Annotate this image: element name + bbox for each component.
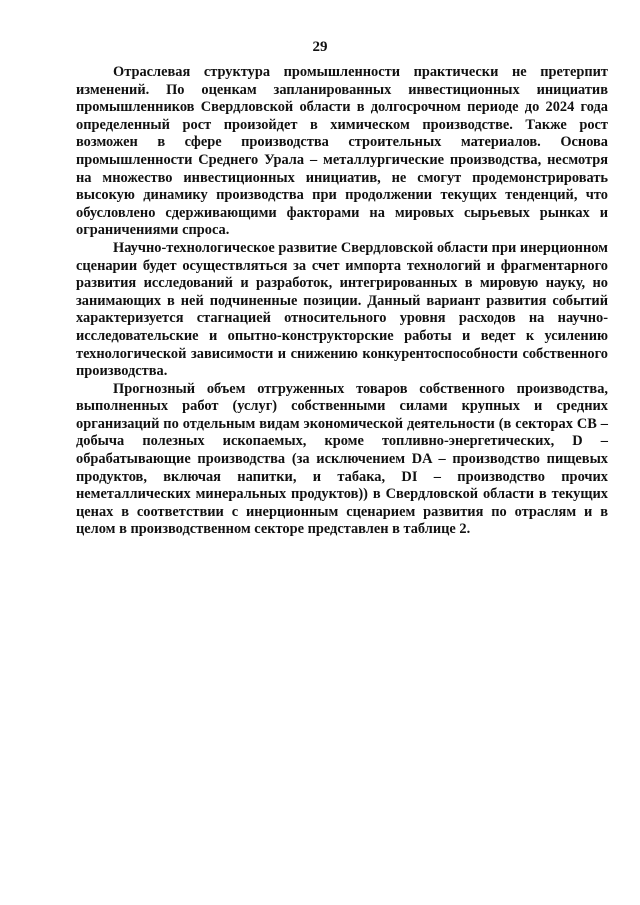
page-number: 29 — [312, 39, 328, 55]
paragraph-industry-structure: Отраслевая структура промышленности практически не претерпит изменений. По оценкам запланированных инвестиционных инициатив промышленников Свердловской области в долгосрочном периоде до 2024 года определенный рост произойдет в химическом производстве. Также рост возможен в сфере производства строительных материалов. Основа промышленности Среднего Урала – металлургические производства, несмотря на множество инвестиционных инициатив, не смогут продемонстрировать высокую динамику производства при продолжении текущих тенденций, что обусловлено сдерживающими факторами на мировых сырьевых рынках и ограничениями спроса. — [76, 64, 608, 239]
document-body — [76, 64, 608, 539]
paragraph-technology-development: Научно-технологическое развитие Свердловской области при инерционном сценарии будет осуществляться за счет импорта технологий и фрагментарного развития исследований и разработок, интегрированных в мировую науку, но занимающих в ней подчиненные позиции. Данный вариант развития событий характеризуется стагнацией относительного уровня расходов на научно-исследовательские и опытно-конструкторские работы и ведет к усилению технологической зависимости и снижению конкурентоспособности собственного производства. — [76, 239, 608, 380]
paragraph-forecast-volume: Прогнозный объем отгруженных товаров собственного производства, выполненных работ (услуг) собственными силами крупных и средних организаций по отдельным видам экономической деятельности (в секторах СВ – добыча полезных ископаемых, кроме топливно-энергетических, D – обрабатывающие производства (за исключением DA – производство пищевых продуктов, включая напитки, и табака, DI – производство прочих неметаллических минеральных продуктов)) в Свердловской области в текущих ценах в соответствии с инерционным сценарием развития по отраслям и в целом в производственном секторе представлен в таблице 2. — [76, 380, 608, 538]
